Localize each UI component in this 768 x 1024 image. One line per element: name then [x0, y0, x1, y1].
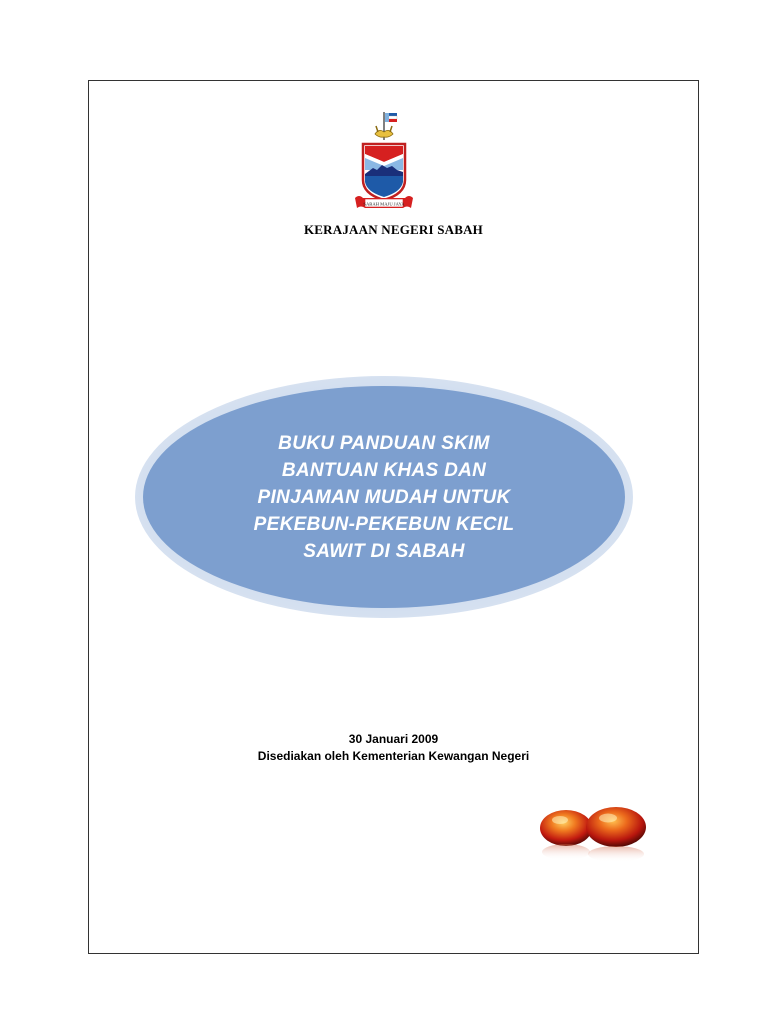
title-ellipse	[143, 386, 625, 608]
svg-text:SABAH MAJU JAYA: SABAH MAJU JAYA	[363, 201, 405, 207]
oil-palm-fruit-icon	[538, 802, 650, 864]
prepared-by: Disediakan oleh Kementerian Kewangan Negeri	[257, 749, 530, 763]
title-line: PINJAMAN MUDAH UNTUK	[257, 486, 511, 508]
document-date: 30 Januari 2009	[348, 732, 439, 746]
date-block	[88, 731, 699, 765]
sabah-coat-of-arms-icon	[345, 110, 423, 216]
title-line: PEKEBUN-PEKEBUN KECIL	[253, 513, 515, 535]
title-line: BUKU PANDUAN SKIM	[278, 432, 490, 454]
document-title	[254, 430, 515, 565]
government-name: KERAJAAN NEGERI SABAH	[303, 222, 483, 237]
title-line: SAWIT DI SABAH	[303, 540, 465, 562]
title-line: BANTUAN KHAS DAN	[281, 459, 487, 481]
